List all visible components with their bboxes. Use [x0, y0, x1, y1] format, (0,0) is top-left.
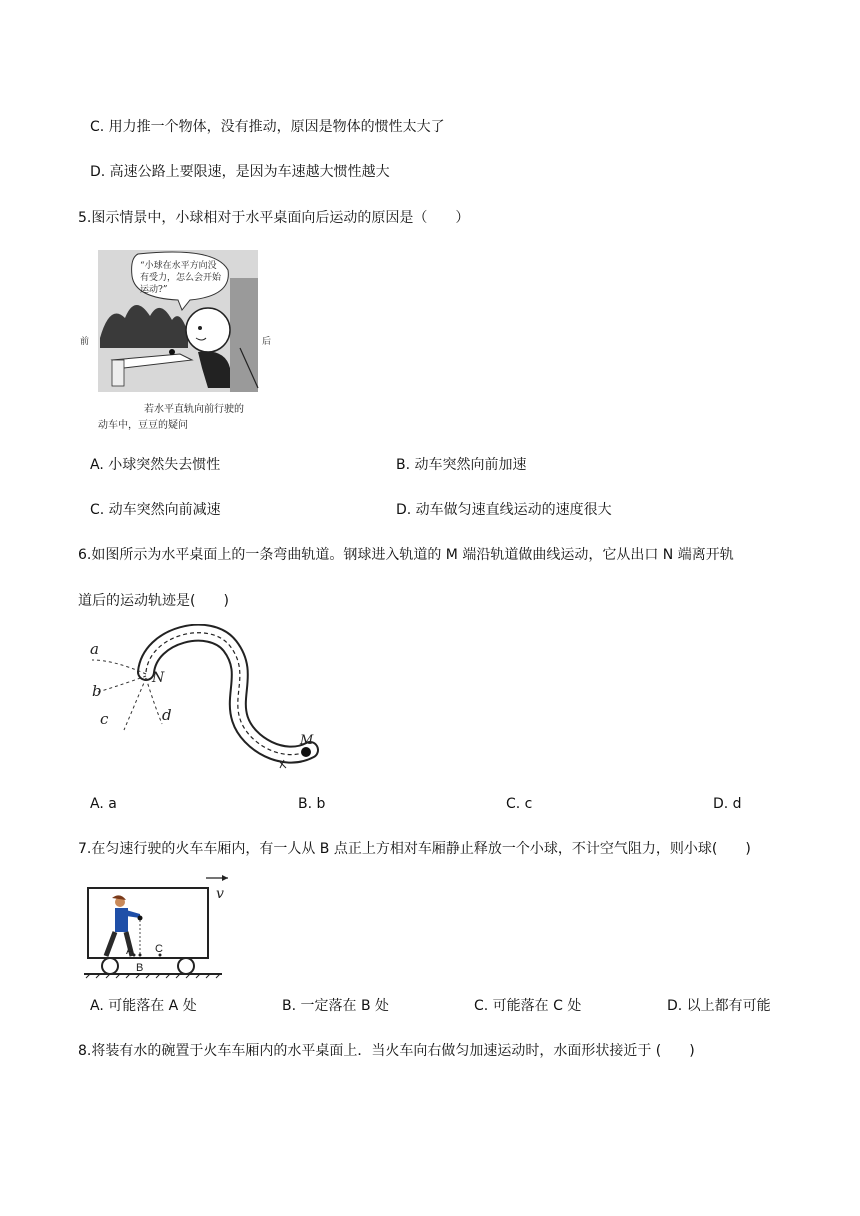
q8-stem: 8.将装有水的碗置于火车车厢内的水平桌面上．当火车向右做匀加速运动时，水面形状接近于 ( ): [78, 1043, 695, 1059]
q7-option-b: B. 一定落在 B 处: [282, 998, 390, 1014]
q6-option-b: B. b: [298, 796, 326, 812]
q5-ball: [169, 349, 175, 355]
q5-bubble-line3: 运动?”: [140, 285, 168, 295]
q6-path-b: [98, 676, 146, 692]
q7-option-c: C. 可能落在 C 处: [474, 998, 582, 1014]
q5-option-d: D. 动车做匀速直线运动的速度很大: [396, 502, 612, 518]
q7-option-d: D. 以上都有可能: [667, 998, 771, 1014]
q5-figure: [80, 248, 280, 438]
q6-label-a: a: [90, 640, 99, 658]
q5-character-head: [186, 308, 230, 352]
q5-option-a: A. 小球突然失去惯性: [90, 457, 221, 473]
q5-bubble-line2: 有受力，怎么会开始: [140, 273, 222, 283]
q7-point-c: C: [155, 943, 163, 955]
q5-stem: 5.图示情景中，小球相对于水平桌面向后运动的原因是（ ）: [78, 210, 470, 226]
q6-label-d: d: [162, 706, 172, 724]
q5-option-c: C. 动车突然向前减速: [90, 502, 221, 518]
q5-caption-line2: 动车中，豆豆的疑问: [98, 420, 188, 431]
q7-velocity-label: v: [216, 886, 224, 902]
q5-back-label: 后: [262, 337, 272, 347]
q6-option-c: C. c: [506, 796, 533, 812]
q6-label-b: b: [92, 682, 102, 700]
q7-wheel-right: [178, 958, 194, 974]
q6-ball: [301, 747, 311, 757]
q7-point-a: A: [126, 945, 134, 957]
q6-track-figure: [84, 624, 324, 774]
q4-option-c: C. 用力推一个物体，没有推动，原因是物体的惯性太大了: [90, 119, 445, 135]
q6-label-m: M: [300, 733, 314, 748]
q6-path-c: [124, 678, 146, 730]
q7-wheel-left: [102, 958, 118, 974]
q5-wall: [230, 278, 258, 392]
q7-car-body: [88, 888, 208, 958]
q7-option-a: A. 可能落在 A 处: [90, 998, 197, 1014]
q7-point-b: B: [136, 962, 144, 974]
q7-train-figure: [82, 870, 242, 982]
q6-option-a: A. a: [90, 796, 117, 812]
q4-option-d: D. 高速公路上要限速，是因为车速越大惯性越大: [90, 164, 390, 180]
q6-stem-line1: 6.如图所示为水平桌面上的一条弯曲轨道。钢球进入轨道的 M 端沿轨道做曲线运动，它从出口 N 端离开轨: [78, 547, 734, 563]
q6-label-c: c: [100, 710, 109, 728]
q5-bubble-line1: “小球在水平方向没: [140, 261, 217, 271]
q6-stem-line2: 道后的运动轨迹是( ): [78, 593, 229, 609]
q5-option-b: B. 动车突然向前加速: [396, 457, 527, 473]
q6-label-n: N: [152, 670, 165, 686]
q7-stem: 7.在匀速行驶的火车车厢内，有一人从 B 点正上方相对车厢静止释放一个小球，不计空气阻力，则小球( ): [78, 841, 751, 857]
q5-caption-line1: 若水平直轨向前行驶的: [144, 404, 244, 415]
q5-front-label: 前: [80, 337, 90, 347]
q6-track-inner: [146, 633, 310, 755]
q6-option-d: D. d: [713, 796, 742, 812]
